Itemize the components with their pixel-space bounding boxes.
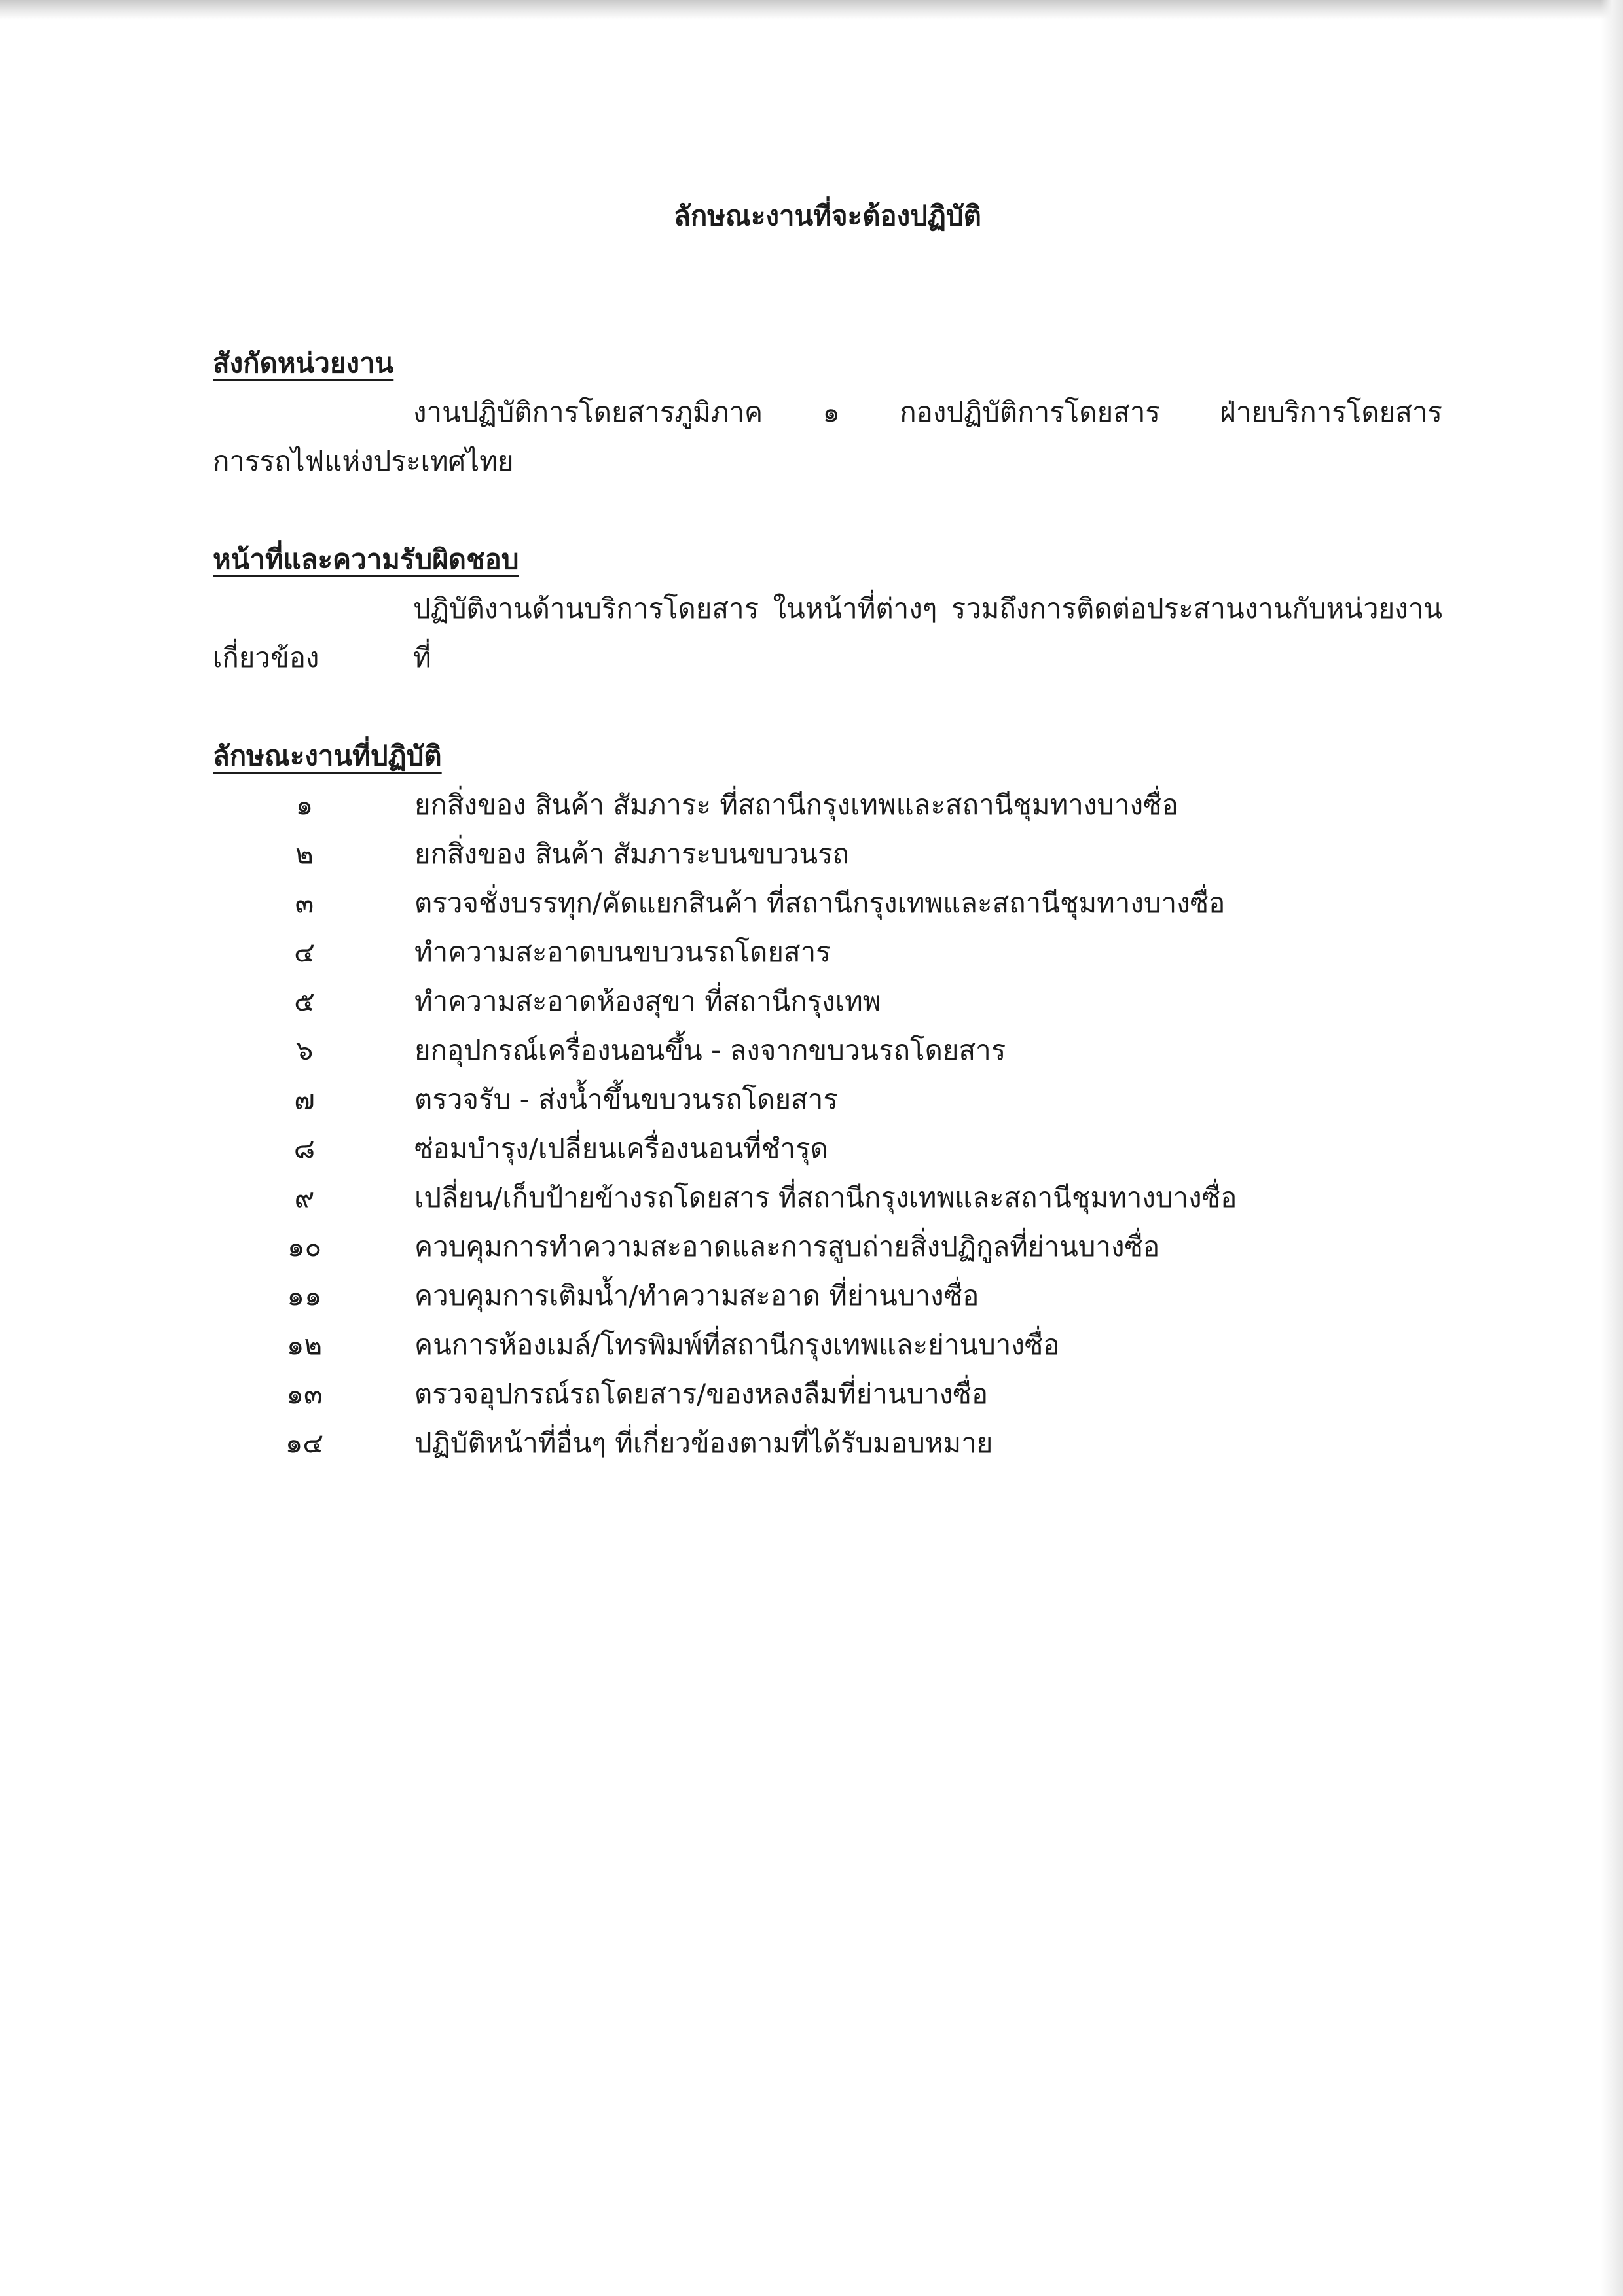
duty-text: ตรวจอุปกรณ์รถโดยสาร/ของหลงลืมที่ย่านบางซื่อ: [414, 1378, 989, 1410]
duty-text: ปฏิบัติหน้าที่อื่นๆ ที่เกี่ยวข้องตามที่ได้รับมอบหมาย: [414, 1427, 993, 1459]
spacer: [213, 240, 1442, 338]
duty-text: ควบคุมการทำความสะอาดและการสูบถ่ายสิ่งปฏิกูลที่ย่านบางซื่อ: [414, 1230, 1160, 1263]
scan-edge-right: [1601, 0, 1623, 2296]
duty-item-8: [213, 1124, 1442, 1173]
document-body: [213, 191, 1442, 1467]
duty-item-10: [213, 1222, 1442, 1271]
duty-number: ๙: [294, 1181, 315, 1213]
duty-text: ยกอุปกรณ์เครื่องนอนขึ้น - ลงจากขบวนรถโดยสาร: [414, 1034, 1006, 1066]
duty-item-7: [213, 1075, 1442, 1124]
duty-text: ยกสิ่งของ สินค้า สัมภาระ ที่สถานีกรุงเทพและสถานีชุมทางบางซื่อ: [414, 789, 1178, 821]
responsibilities-heading: หน้าที่และความรับผิดชอบ: [213, 543, 519, 575]
duty-number: ๘: [293, 1132, 316, 1164]
duty-number: ๑๐: [287, 1230, 322, 1263]
duties-heading: ลักษณะงานที่ปฏิบัติ: [213, 740, 442, 772]
duty-number: ๓: [295, 887, 314, 919]
duty-number: ๑๔: [285, 1427, 324, 1459]
responsibilities-line-1: ปฏิบัติงานด้านบริการโดยสาร ในหน้าที่ต่างๆ รวมถึงการติดต่อประสานงานกับหน่วยงานที่: [413, 592, 1442, 673]
duty-text: ซ่อมบำรุง/เปลี่ยนเครื่องนอนที่ชำรุด: [414, 1132, 828, 1164]
responsibilities-line-2: เกี่ยวข้อง: [213, 641, 319, 673]
scan-edge-top: [0, 0, 1623, 20]
spacer: [213, 682, 1442, 731]
duty-item-13: [213, 1369, 1442, 1418]
responsibilities-section: [213, 535, 1442, 682]
duty-item-14: [213, 1418, 1442, 1467]
duty-text: ตรวจชั่งบรรทุก/คัดแยกสินค้า ที่สถานีกรุงเทพและสถานีชุมทางบางซื่อ: [414, 887, 1226, 919]
duty-number: ๑๓: [286, 1378, 323, 1410]
duty-item-2: [213, 829, 1442, 878]
affiliation-heading: สังกัดหน่วยงาน: [213, 347, 394, 379]
duty-item-9: [213, 1173, 1442, 1222]
duty-number: ๑: [295, 789, 314, 821]
duty-number: ๑๒: [286, 1329, 323, 1361]
duty-text: ยกสิ่งของ สินค้า สัมภาระบนขบวนรถ: [414, 838, 850, 870]
duty-text: ตรวจรับ - ส่งน้ำขึ้นขบวนรถโดยสาร: [414, 1083, 838, 1115]
duty-item-6: [213, 1026, 1442, 1075]
duty-number: ๒: [295, 838, 314, 870]
duty-number: ๑๑: [287, 1280, 322, 1312]
duty-text: ทำความสะอาดห้องสุขา ที่สถานีกรุงเทพ: [414, 985, 881, 1017]
duty-item-12: [213, 1320, 1442, 1369]
page-title: ลักษณะงานที่จะต้องปฏิบัติ: [674, 200, 981, 232]
duty-item-11: [213, 1271, 1442, 1320]
duty-number: ๔: [294, 936, 315, 968]
affiliation-line-2: การรถไฟแห่งประเทศไทย: [213, 445, 514, 477]
duty-text: เปลี่ยน/เก็บป้ายข้างรถโดยสาร ที่สถานีกรุงเทพและสถานีชุมทางบางซื่อ: [414, 1181, 1237, 1213]
duty-item-4: [213, 927, 1442, 977]
duty-item-1: [213, 780, 1442, 829]
duty-text: คนการห้องเมล์/โทรพิมพ์ที่สถานีกรุงเทพและย่านบางซื่อ: [414, 1329, 1060, 1361]
duty-number: ๕: [294, 985, 315, 1017]
affiliation-line-1: งานปฏิบัติการโดยสารภูมิภาค ๑ กองปฏิบัติการโดยสาร ฝ่ายบริการโดยสาร: [413, 396, 1442, 428]
affiliation-section: [213, 338, 1442, 486]
duty-text: ควบคุมการเติมน้ำ/ทำความสะอาด ที่ย่านบางซื่อ: [414, 1280, 979, 1312]
spacer: [213, 486, 1442, 535]
duty-number: ๗: [294, 1083, 315, 1115]
duty-item-5: [213, 977, 1442, 1026]
duty-number: ๖: [295, 1034, 314, 1066]
duty-item-3: [213, 878, 1442, 927]
duty-text: ทำความสะอาดบนขบวนรถโดยสาร: [414, 936, 831, 968]
duties-section: [213, 731, 1442, 1467]
